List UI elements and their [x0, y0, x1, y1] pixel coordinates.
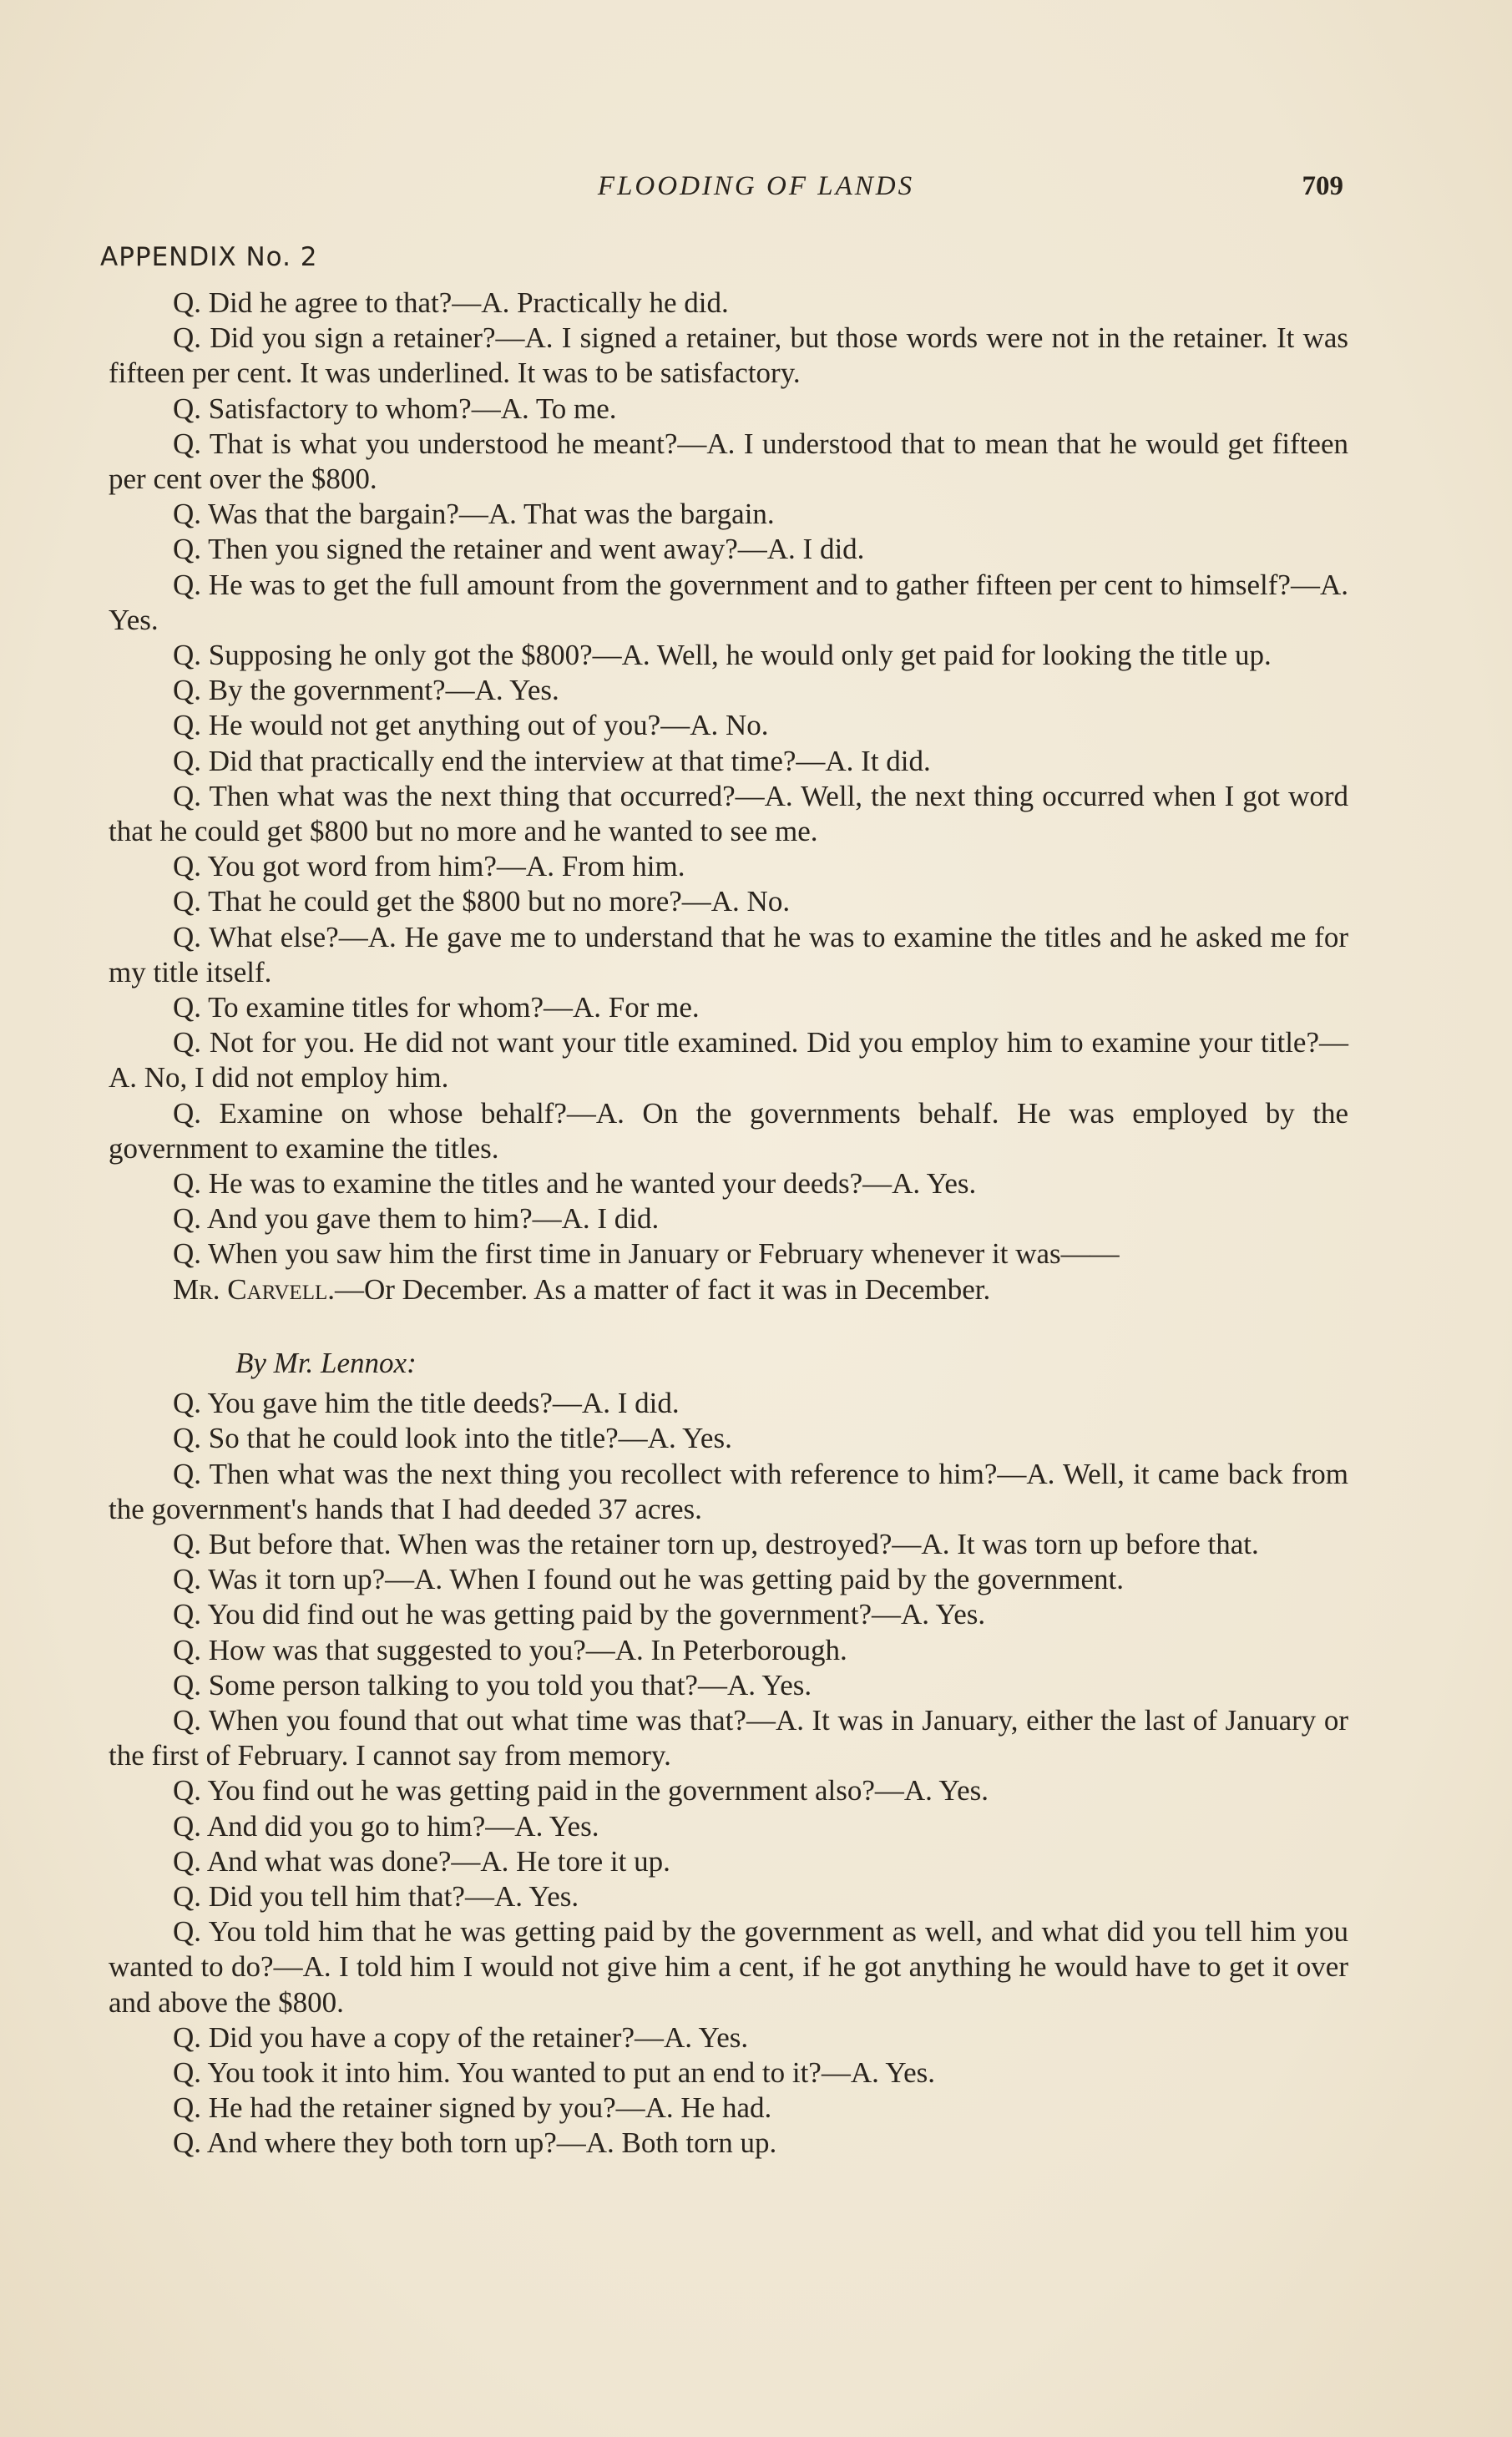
interjection-text: —Or December. As a matter of fact it was in December. [334, 1272, 991, 1306]
qa-paragraph: Q. Did that practically end the interview at that time?—A. It did. [173, 744, 931, 777]
qa-paragraph: Q. And where they both torn up?—A. Both torn up. [173, 2126, 777, 2160]
running-title: FLOODING OF LANDS [597, 171, 915, 201]
qa-paragraph: Q. You told him that he was getting paid by the government as well, and what did you tell him you wanted to do?—A. I told him I would not give him a cent, if he got anything he would have to get it over and above the $800. [109, 1915, 1348, 2019]
qa-paragraph: Q. He was to examine the titles and he wanted your deeds?—A. Yes. [173, 1167, 977, 1201]
appendix-label: APPENDIX No. 2 [100, 242, 318, 272]
qa-paragraph: Q. When you found that out what time was that?—A. It was in January, either the last of January or the first of February. I cannot say from memory. [109, 1703, 1348, 1772]
qa-paragraph: Q. Was that the bargain?—A. That was the bargain. [173, 498, 775, 531]
qa-paragraph: Q. Did you sign a retainer?—A. I signed a retainer, but those words were not in the retainer. It was fifteen per cent. It was underlined. It was to be satisfactory. [109, 321, 1348, 390]
qa-paragraph: Q. Then what was the next thing you recollect with reference to him?—A. Well, it came back from the government's hands that I had deeded 37 acres. [109, 1457, 1348, 1525]
qa-paragraph: Q. Was it torn up?—A. When I found out he was getting paid by the government. [173, 1563, 1125, 1596]
qa-paragraph: Q. And you gave them to him?—A. I did. [173, 1202, 660, 1236]
qa-paragraph: Q. He had the retainer signed by you?—A. He had. [173, 2091, 772, 2125]
interjection-line [109, 1272, 1348, 1307]
qa-paragraph: Q. So that he could look into the title?—A. Yes. [173, 1422, 732, 1455]
examiner-byline: By Mr. Lennox: [235, 1346, 417, 1379]
page-number: 709 [1302, 171, 1343, 201]
qa-paragraph: Q. He was to get the full amount from the government and to gather fifteen per cent to himself?—A. Yes. [109, 568, 1348, 636]
qa-paragraph: Q. Satisfactory to whom?—A. To me. [173, 392, 617, 425]
qa-paragraph: Q. Did you have a copy of the retainer?—A. Yes. [173, 2020, 749, 2054]
qa-paragraph: Q. What else?—A. He gave me to understand that he was to examine the titles and he asked me for my title itself. [109, 920, 1348, 988]
qa-paragraph: Q. You gave him the title deeds?—A. I did. [173, 1387, 680, 1420]
testimony-block-2 [109, 1386, 1348, 2161]
qa-paragraph: Q. And did you go to him?—A. Yes. [173, 1809, 599, 1843]
qa-paragraph: Q. He would not get anything out of you?—A. No. [173, 709, 769, 742]
running-head [0, 171, 1512, 213]
qa-paragraph: Q. How was that suggested to you?—A. In Peterborough. [173, 1633, 847, 1666]
testimony-block-1 [109, 286, 1348, 1272]
qa-paragraph: Q. You got word from him?—A. From him. [173, 850, 685, 883]
qa-paragraph: Q. Then you signed the retainer and went away?—A. I did. [173, 533, 865, 566]
qa-paragraph: Q. You took it into him. You wanted to put an end to it?—A. Yes. [173, 2055, 935, 2089]
qa-paragraph: Q. That he could get the $800 but no more?—A. No. [173, 885, 791, 918]
qa-paragraph: Q. To examine titles for whom?—A. For me. [173, 991, 700, 1024]
qa-paragraph: Q. Did you tell him that?—A. Yes. [173, 1879, 579, 1913]
qa-paragraph: Q. You find out he was getting paid in the government also?—A. Yes. [173, 1774, 989, 1808]
qa-paragraph: Q. By the government?—A. Yes. [173, 674, 559, 707]
qa-paragraph: Q. But before that. When was the retainer torn up, destroyed?—A. It was torn up before that. [173, 1527, 1259, 1560]
qa-paragraph: Q. Some person talking to you told you that?—A. Yes. [173, 1668, 812, 1701]
qa-paragraph: Q. Then what was the next thing that occurred?—A. Well, the next thing occurred when I got word that he could get $800 but no more and he wanted to see me. [109, 779, 1348, 848]
transcript-body [109, 286, 1348, 2161]
qa-paragraph: Q. And what was done?—A. He tore it up. [173, 1844, 670, 1878]
qa-paragraph: Q. Did he agree to that?—A. Practically he did. [173, 286, 729, 319]
qa-paragraph: Q. You did find out he was getting paid by the government?—A. Yes. [173, 1598, 986, 1631]
qa-paragraph: Q. Examine on whose behalf?—A. On the governments behalf. He was employed by the government to examine the titles. [109, 1096, 1348, 1165]
qa-paragraph: Q. That is what you understood he meant?—A. I understood that to mean that he would get fifteen per cent over the $800. [109, 427, 1348, 496]
qa-paragraph: Q. Supposing he only got the $800?—A. Well, he would only get paid for looking the title up. [173, 639, 1272, 672]
qa-paragraph: Q. Not for you. He did not want your title examined. Did you employ him to examine your title?—A. No, I did not employ him. [109, 1026, 1348, 1095]
qa-paragraph: Q. When you saw him the first time in January or February whenever it was—— [173, 1237, 1120, 1271]
speaker-name: Mr. Carvell. [173, 1272, 335, 1306]
